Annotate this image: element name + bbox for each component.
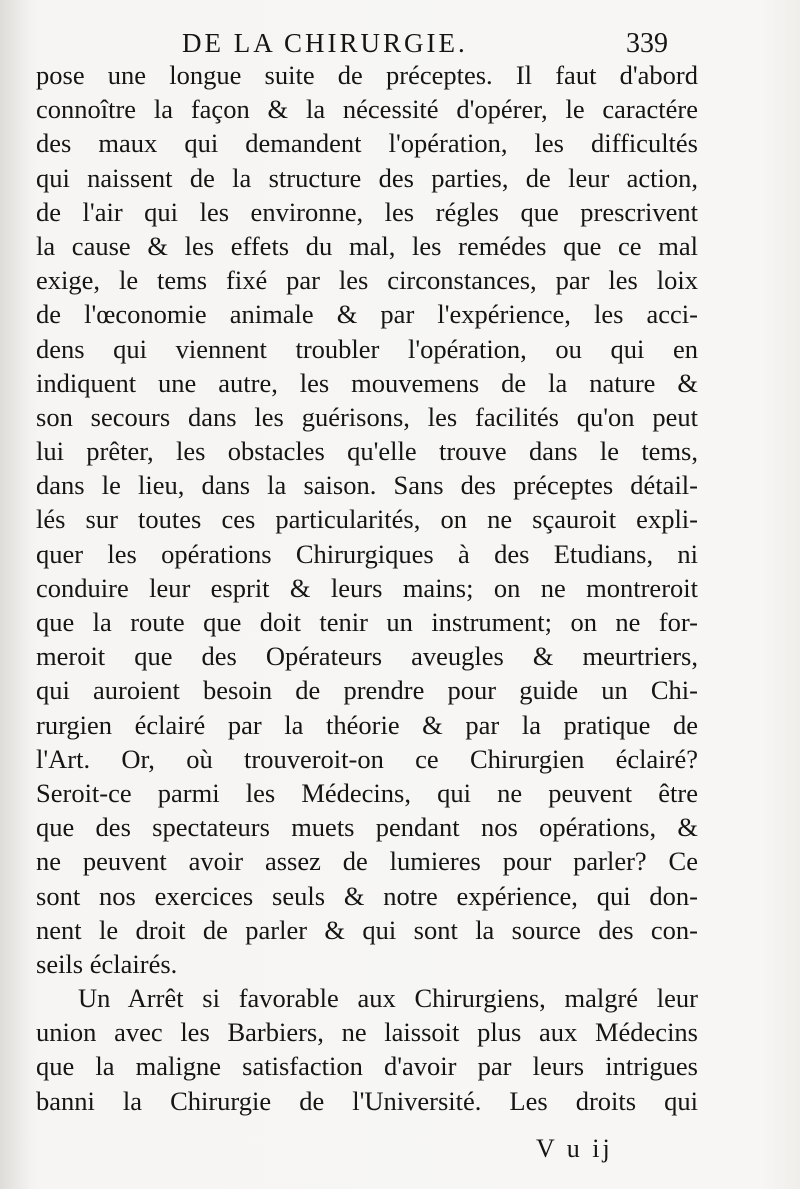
text-line: de l'air qui les environne, les régles que prescrivent <box>36 196 698 227</box>
signature-mark: V u ij <box>536 1134 613 1163</box>
text-line: rurgien éclairé par la théorie & par la pratique de <box>36 709 698 740</box>
text-line: son secours dans les guérisons, les facilités qu'on peut <box>36 401 698 432</box>
scan-gutter-shadow <box>0 0 30 1189</box>
text-line: l'Art. Or, où trouveroit-on ce Chirurgien éclairé? <box>36 743 698 774</box>
text-line: lés sur toutes ces particularités, on ne sçauroit expli- <box>36 504 698 535</box>
text-line: connoître la façon & la nécessité d'opérer, le caractére <box>36 94 698 125</box>
paragraph-2 <box>36 981 698 1118</box>
text-line: qui naissent de la structure des parties, de leur action, <box>36 162 698 193</box>
page-body-text <box>36 58 698 1118</box>
text-line: dans le lieu, dans la saison. Sans des préceptes détail- <box>36 470 698 501</box>
paragraph-1 <box>36 58 698 981</box>
text-line: ne peuvent avoir assez de lumieres pour parler? Ce <box>36 846 698 877</box>
text-line: Seroit-ce parmi les Médecins, qui ne peuvent être <box>36 777 698 808</box>
text-line: que la route que doit tenir un instrument; on ne for- <box>36 607 698 637</box>
text-line: que des spectateurs muets pendant nos opérations, & <box>36 812 698 843</box>
text-line: indiquent une autre, les mouvemens de la nature & <box>36 367 698 398</box>
running-head: DE LA CHIRURGIE. <box>182 28 468 58</box>
text-line: Un Arrêt si favorable aux Chirurgiens, malgré leur <box>78 983 698 1014</box>
text-line: exige, le tems fixé par les circonstances, par les loix <box>36 265 698 296</box>
page-header <box>0 22 800 62</box>
text-line: conduire leur esprit & leurs mains; on ne montreroit <box>36 572 698 603</box>
text-line: qui auroient besoin de prendre pour guide un Chi- <box>36 675 698 706</box>
text-line: dens qui viennent troubler l'opération, ou qui en <box>36 333 698 364</box>
text-line: meroit que des Opérateurs aveugles & meurtriers, <box>36 641 698 672</box>
text-line: de l'œconomie animale & par l'expérience, les acci- <box>36 299 698 330</box>
text-line: seils éclairés. <box>36 948 178 979</box>
text-line: sont nos exercices seuls & notre expérience, qui don- <box>36 880 698 911</box>
text-line: des maux qui demandent l'opération, les difficultés <box>36 128 698 159</box>
text-line: banni la Chirurgie de l'Université. Les droits qui <box>36 1085 698 1116</box>
text-line: quer les opérations Chirurgiques à des Etudians, ni <box>36 538 698 569</box>
text-line: pose une longue suite de préceptes. Il faut d'abord <box>36 60 698 90</box>
text-line: nent le droit de parler & qui sont la source des con- <box>36 914 698 945</box>
text-line: lui prêter, les obstacles qu'elle trouve dans le tems, <box>36 436 698 467</box>
text-line: union avec les Barbiers, ne laissoit plus aux Médecins <box>36 1017 698 1048</box>
text-line: la cause & les effets du mal, les remédes que ce mal <box>36 230 698 261</box>
text-line: que la maligne satisfaction d'avoir par leurs intrigues <box>36 1051 698 1082</box>
page-number: 339 <box>626 28 668 59</box>
